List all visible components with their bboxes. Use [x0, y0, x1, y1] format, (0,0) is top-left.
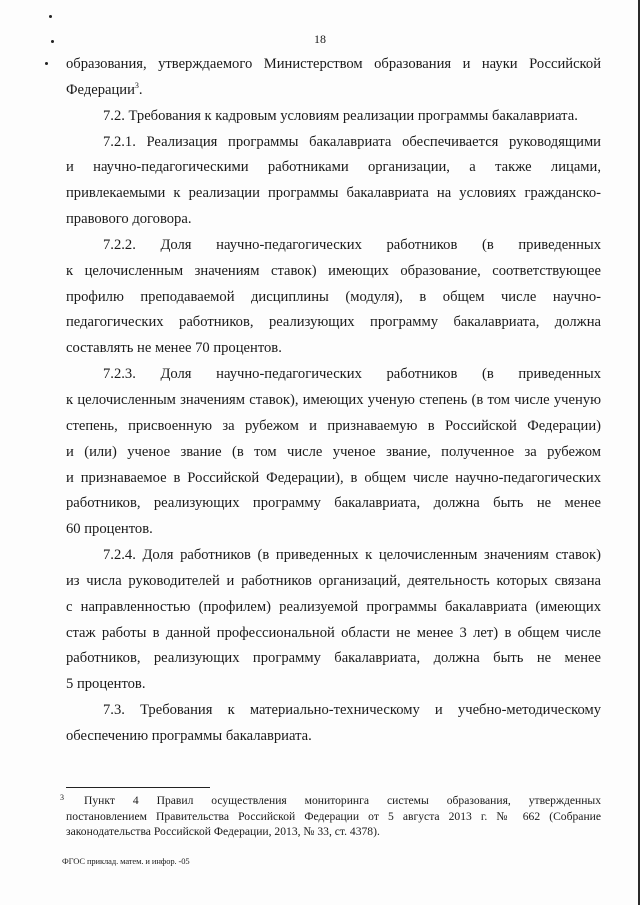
footnote-ref: 3 — [134, 80, 139, 90]
footnote-divider — [66, 787, 210, 788]
paragraph-line: 7.3. Требования к материально-техническому и учебно-методическому — [103, 702, 601, 719]
paragraph-line: работников, реализующих программу бакалавриата, должна быть не менее — [66, 495, 601, 512]
paragraph-line: и признаваемое в Российской Федерации), в общем числе научно-педагогических — [66, 469, 601, 486]
paragraph-line: к целочисленным значениям ставок) имеющих образование, соответствующее — [66, 262, 601, 279]
paragraph-line — [66, 78, 601, 104]
section-heading: 7.2. Требования к кадровым условиям реализации программы бакалавриата. — [103, 107, 578, 124]
paragraph-line: к целочисленным значениям ставок), имеющих ученую степень (в том числе ученую — [66, 391, 601, 408]
footnote-line: постановлением Правительства Российской Федерации от 5 августа 2013 г. № 662 (Собрание — [66, 809, 601, 823]
paragraph-line: правового договора. — [66, 211, 192, 228]
paragraph-line: профилю преподаваемой дисциплины (модуля), в общем числе научно- — [66, 288, 601, 305]
paragraph-line: и научно-педагогическими работниками организации, а также лицами, — [66, 159, 601, 176]
paragraph-line: с направленностью (профилем) реализуемой программы бакалавриата (имеющих — [66, 598, 601, 615]
paragraph-line: педагогических работников, реализующих программу бакалавриата, должна — [66, 314, 601, 331]
paragraph-line: образования, утверждаемого Министерством образования и науки Российской — [66, 56, 601, 72]
footnote-number: 3 — [60, 793, 64, 802]
footnote-line: Пункт 4 Правил осуществления мониторинга системы образования, утвержденных — [84, 794, 601, 807]
paragraph-line: 5 процентов. — [66, 676, 146, 693]
paragraph-line: и (или) ученое звание (в том числе ученое звание, полученное за рубежом — [66, 443, 601, 460]
page-number: 18 — [314, 32, 326, 46]
paragraph-line: 7.2.2. Доля научно-педагогических работников (в приведенных — [103, 236, 601, 253]
text-run: . — [138, 81, 143, 98]
page-footer: ФГОС приклад. матем. и инфор. -05 — [62, 856, 190, 866]
paragraph-line: стаж работы в данной профессиональной области не менее 3 лет) в общем числе — [66, 624, 601, 641]
footnote-line: законодательства Российской Федерации, 2013, № 33, ст. 4378). — [66, 825, 380, 838]
text-run: Федерации — [66, 81, 135, 98]
paragraph-line: 7.2.4. Доля работников (в приведенных к целочисленным значениям ставок) — [103, 547, 601, 564]
paragraph-line: привлекаемыми к реализации программы бакалавриата на условиях гражданско- — [66, 185, 601, 202]
paragraph-line: 7.2.3. Доля научно-педагогических работников (в приведенных — [103, 366, 601, 383]
paragraph-line: из числа руководителей и работников организаций, деятельность которых связана — [66, 572, 601, 589]
paragraph-line: степень, присвоенную за рубежом и признаваемую в Российской Федерации) — [66, 417, 601, 434]
paragraph-line: 7.2.1. Реализация программы бакалавриата обеспечивается руководящими — [103, 133, 601, 150]
paragraph-line: составлять не менее 70 процентов. — [66, 340, 282, 357]
footnote — [60, 793, 601, 840]
document-body — [66, 52, 601, 750]
scan-dot — [49, 15, 52, 18]
paragraph-line: обеспечению программы бакалавриата. — [66, 727, 312, 744]
paragraph-line: 60 процентов. — [66, 521, 153, 538]
scan-dot — [45, 62, 48, 65]
paragraph-line: работников, реализующих программу бакалавриата, должна быть не менее — [66, 650, 601, 667]
